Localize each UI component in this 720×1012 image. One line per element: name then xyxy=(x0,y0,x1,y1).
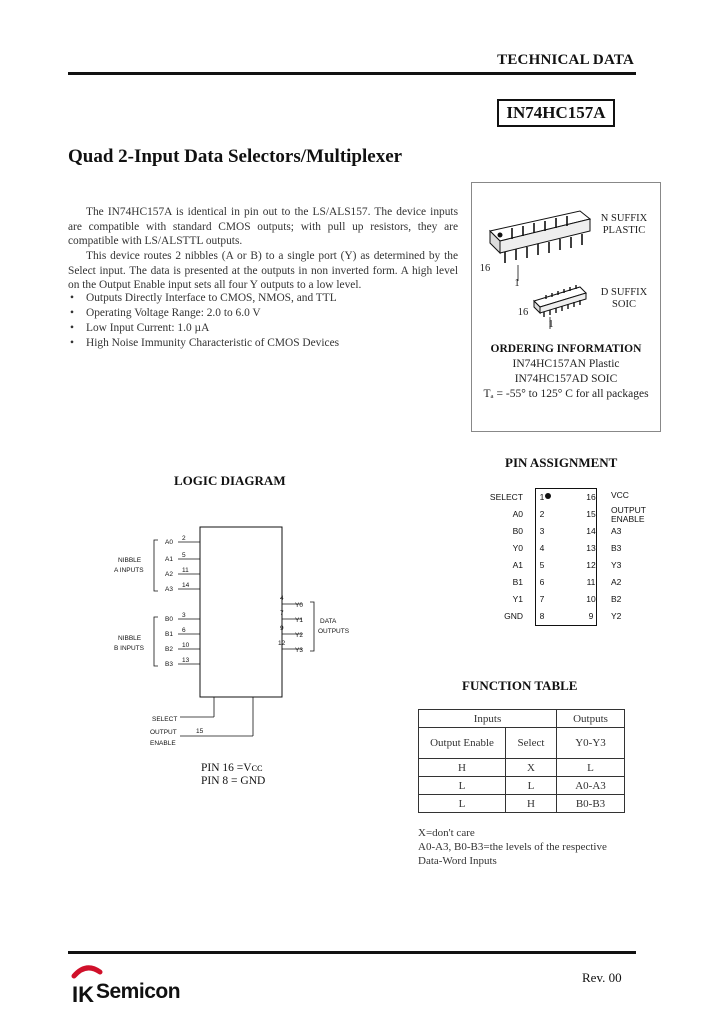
package-info-box xyxy=(471,182,661,432)
ft-col-output-enable: Output Enable xyxy=(419,728,506,759)
logic-b-pin-number: 6 xyxy=(182,627,186,634)
dip-pin16-label: 16 xyxy=(479,263,491,274)
ft-outputs-header: Outputs xyxy=(557,710,625,728)
pin-right-label: A2 xyxy=(611,577,622,587)
ordering-heading: ORDERING INFORMATION xyxy=(490,343,642,355)
pin-left-label: B1 xyxy=(512,577,523,587)
logic-nibble-a-label: NIBBLE xyxy=(118,557,142,564)
pin-right-label: B2 xyxy=(611,594,622,604)
logic-data-outputs-label: OUTPUTS xyxy=(318,628,350,635)
table-row xyxy=(419,777,625,795)
description-para-2: This device routes 2 nibbles (A or B) to a single port (Y) as determined by the Select input. The data is presented at the outputs in non inverted form. A high level on the Output Enable input sets all four Y outputs to a low level. xyxy=(68,250,458,292)
pin-left-number: 4 xyxy=(539,543,545,553)
logic-a-pin-number: 14 xyxy=(182,582,190,589)
ft-cell: L xyxy=(557,759,625,777)
logic-b-input-label: B2 xyxy=(165,646,173,653)
pin-right-number: 16 xyxy=(586,492,596,502)
ft-col-y: Y0-Y3 xyxy=(557,728,625,759)
logic-b-input-label: B3 xyxy=(165,661,173,668)
logic-oe-pin: 15 xyxy=(196,728,204,735)
pin-right-label: Y2 xyxy=(611,611,622,621)
logic-output-label: Y3 xyxy=(295,647,303,654)
logic-b-pin-number: 3 xyxy=(182,612,186,619)
logic-a-pin-number: 5 xyxy=(182,552,186,559)
logo-wordmark: Semicon xyxy=(96,980,181,1003)
logic-nibble-b-label: B INPUTS xyxy=(114,645,144,652)
pin-right-number: 13 xyxy=(586,543,596,553)
ft-cell: L xyxy=(419,777,506,795)
logic-output-pin: 12 xyxy=(278,640,286,647)
ft-note: Data-Word Inputs xyxy=(418,855,497,867)
pin-left-number: 6 xyxy=(539,577,545,587)
ft-cell: A0-A3 xyxy=(557,777,625,795)
pin-left-label: Y1 xyxy=(512,594,523,604)
pin-right-number: 9 xyxy=(588,611,594,621)
ft-cell: H xyxy=(506,795,557,813)
feature-item: • Operating Voltage Range: 2.0 to 6.0 V xyxy=(70,307,261,319)
ft-cell: X xyxy=(506,759,557,777)
ordering-line: IN74HC157AD SOIC xyxy=(514,373,618,385)
pin-left-number: 5 xyxy=(539,560,545,570)
ft-note: X=don't care xyxy=(418,827,475,839)
page-title: Quad 2-Input Data Selectors/Multiplexer xyxy=(68,146,403,167)
feature-item: • Low Input Current: 1.0 µA xyxy=(70,322,210,334)
header-label: TECHNICAL DATA xyxy=(497,52,634,68)
pin-left-label: A1 xyxy=(512,560,523,570)
footer-rule xyxy=(68,951,636,954)
pin-right-number: 11 xyxy=(586,577,596,587)
logic-a-input-label: A3 xyxy=(165,586,173,593)
ft-cell: L xyxy=(506,777,557,795)
logic-diagram xyxy=(110,520,370,750)
pin-left-label: B0 xyxy=(512,526,523,536)
logic-nibble-b-label: NIBBLE xyxy=(118,635,142,642)
soic-package-icon xyxy=(534,285,586,329)
pin-left-number: 3 xyxy=(539,526,545,536)
pin-assignment-heading: PIN ASSIGNMENT xyxy=(505,455,618,470)
ordering-line: IN74HC157AN Plastic xyxy=(512,358,620,370)
pin-right-label: A3 xyxy=(611,526,622,536)
logic-nibble-a-label: A INPUTS xyxy=(114,567,144,574)
pin-right-number: 12 xyxy=(586,560,596,570)
pin-left-number: 2 xyxy=(539,509,545,519)
pin16-note: PIN 16 =Vᴄᴄ xyxy=(201,762,263,774)
pin-left-label: A0 xyxy=(512,509,523,519)
soic-pin16-label: 16 xyxy=(517,307,529,318)
pin-right-number: 14 xyxy=(586,526,596,536)
logic-output-pin: 4 xyxy=(280,595,284,602)
logic-oe-label: ENABLE xyxy=(150,740,176,747)
ft-inputs-header: Inputs xyxy=(419,710,557,728)
dip-pin1-label: 1 xyxy=(514,278,520,289)
logic-b-input-label: B0 xyxy=(165,616,173,623)
n-package-type: PLASTIC xyxy=(602,225,646,236)
logic-oe-label: OUTPUT xyxy=(150,729,177,736)
ft-note: A0-A3, B0-B3=the levels of the respective xyxy=(418,841,607,853)
pin-right-label: B3 xyxy=(611,543,622,553)
pin-left-number: 1 xyxy=(539,492,545,502)
logic-a-pin-number: 11 xyxy=(182,567,189,574)
logic-data-outputs-label: DATA xyxy=(320,618,337,625)
logic-output-pin: 7 xyxy=(280,610,284,617)
feature-item: • Outputs Directly Interface to CMOS, NMOS, and TTL xyxy=(70,292,337,304)
pin-right-label: OUTPUT ENABLE xyxy=(611,505,646,524)
part-number-box: IN74HC157A xyxy=(497,99,615,127)
table-row xyxy=(419,795,625,813)
header-rule xyxy=(68,72,636,75)
logic-a-input-label: A0 xyxy=(165,539,173,546)
logic-a-input-label: A1 xyxy=(165,556,173,563)
ft-cell: H xyxy=(419,759,506,777)
pin-right-label: VCC xyxy=(611,490,629,500)
pin-left-label: Y0 xyxy=(512,543,523,553)
logic-a-pin-number: 2 xyxy=(182,535,186,542)
logo-mark-text: IK xyxy=(72,982,94,1004)
function-table xyxy=(418,709,625,813)
ordering-temp-range: Tₐ = -55° to 125° C for all packages xyxy=(483,388,649,400)
pin-left-number: 8 xyxy=(539,611,545,621)
dip-package-icon xyxy=(490,211,590,281)
logic-diagram-heading: LOGIC DIAGRAM xyxy=(174,473,286,488)
pin8-note: PIN 8 = GND xyxy=(201,775,266,787)
logic-output-pin: 9 xyxy=(280,625,284,632)
logic-b-pin-number: 13 xyxy=(182,657,190,664)
pin-left-label: SELECT xyxy=(489,492,523,502)
ft-cell: B0-B3 xyxy=(557,795,625,813)
d-package-type: SOIC xyxy=(612,299,636,310)
soic-pin1-label: 1 xyxy=(548,319,554,330)
description-para-1: The IN74HC157A is identical in pin out to the LS/ALS157. The device inputs are compatible with standard CMOS outputs; with pull up resistors, they are compatible with LS/ALSTTL outputs. xyxy=(68,206,458,248)
pin-right-number: 10 xyxy=(586,594,596,604)
pin-right-number: 15 xyxy=(586,509,596,519)
table-row xyxy=(419,759,625,777)
revision-label: Rev. 00 xyxy=(582,970,622,985)
logic-output-label: Y1 xyxy=(295,617,303,624)
ft-col-select: Select xyxy=(506,728,557,759)
logic-b-pin-number: 10 xyxy=(182,642,190,649)
function-table-heading: FUNCTION TABLE xyxy=(462,678,578,693)
logic-output-label: Y0 xyxy=(295,602,303,609)
logic-output-label: Y2 xyxy=(295,632,303,639)
logic-select-label: SELECT xyxy=(152,716,178,723)
logic-a-input-label: A2 xyxy=(165,571,173,578)
pin-right-label: Y3 xyxy=(611,560,622,570)
pin-left-number: 7 xyxy=(539,594,545,604)
logic-b-input-label: B1 xyxy=(165,631,173,638)
feature-item: • High Noise Immunity Characteristic of CMOS Devices xyxy=(70,337,340,349)
ft-cell: L xyxy=(419,795,506,813)
d-suffix-label: D SUFFIX xyxy=(600,287,648,298)
pin-left-label: GND xyxy=(504,611,523,621)
n-suffix-label: N SUFFIX xyxy=(600,213,648,224)
